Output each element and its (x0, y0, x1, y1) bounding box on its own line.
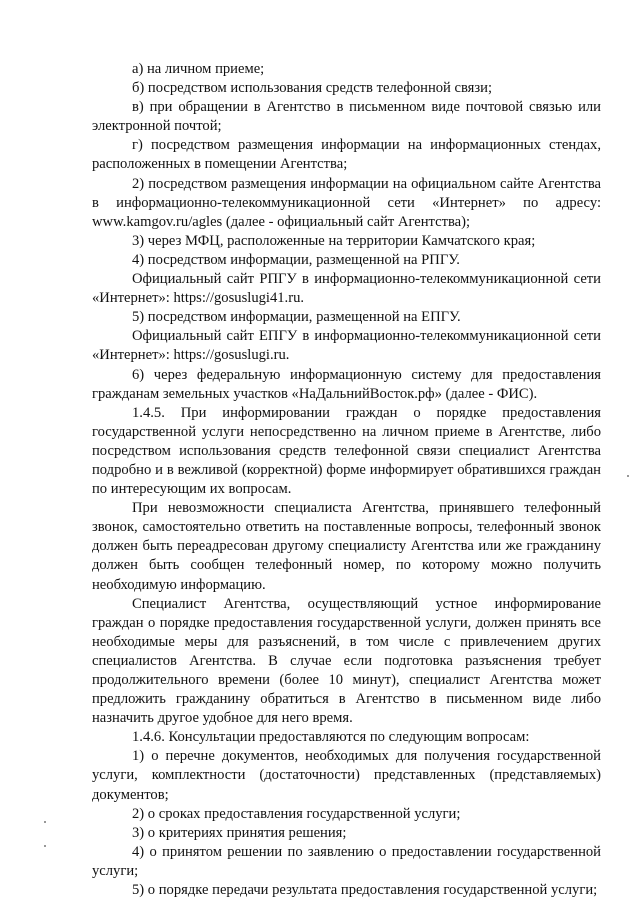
document-body (92, 60, 601, 900)
paragraph-v-written-appeal: в) при обращении в Агентство в письменном виде почтовой связью или электронной почтой; (92, 99, 601, 135)
paragraph-1-4-6: 1.4.6. Консультации предоставляются по следующим вопросам: (132, 729, 530, 746)
paragraph-epgu-site: Официальный сайт ЕПГУ в информационно-телекоммуникационной сети «Интернет»: https://gosuslugi.ru. (92, 328, 601, 364)
paragraph-consult-4: 4) о принятом решении по заявлению о предоставлении государственной услуги; (92, 843, 601, 879)
paragraph-consult-3: 3) о критериях принятия решения; (132, 824, 347, 841)
paragraph-call-redirect: При невозможности специалиста Агентства, принявшего телефонный звонок, самостоятельно ответить на поставленные вопросы, телефонный звонок должен быть переадресован другому специалисту Агентства или же гражданину должен быть сообщен телефонный номер, по которому можно получить необходимую информацию. (92, 500, 601, 593)
scan-speck (627, 475, 629, 477)
paragraph-rpgu-site: Официальный сайт РПГУ в информационно-телекоммуникационной сети «Интернет»: https://gosuslugi41.ru. (92, 271, 601, 307)
scan-speck (44, 845, 46, 847)
scan-speck (44, 821, 46, 823)
paragraph-4-rpgu: 4) посредством информации, размещенной на РПГУ. (132, 251, 460, 268)
paragraph-3-mfc: 3) через МФЦ, расположенные на территории Камчатского края; (132, 232, 536, 249)
paragraph-6-fis: 6) через федеральную информационную систему для предоставления гражданам земельных участков «НаДальнийВосток.рф» (далее - ФИС). (92, 366, 601, 402)
paragraph-consult-2: 2) о сроках предоставления государственной услуги; (132, 805, 461, 822)
paragraph-1-4-5: 1.4.5. При информировании граждан о порядке предоставления государственной услуги непосредственно на личном приеме в Агентстве, либо посредством использования средств телефонной связи специалист Агентства подробно и в вежливой (корректной) форме информирует обратившихся граждан по интересующим их вопросам. (92, 404, 601, 498)
paragraph-specialist-oral-info: Специалист Агентства, осуществляющий устное информирование граждан о порядке предоставления государственной услуги, должен принять все необходимые меры для разъяснений, в том числе с привлечением других специалистов Агентства. В случае если подготовка разъяснения требует продолжительного времени (более 10 минут), специалист Агентства может предложить гражданину обратиться в Агентство в письменном виде либо назначить другое удобное для него время. (92, 595, 601, 727)
paragraph-5-epgu: 5) посредством информации, размещенной на ЕПГУ. (132, 309, 461, 326)
paragraph-consult-5: 5) о порядке передачи результата предоставления государственной услуги; (132, 882, 598, 899)
paragraph-consult-1: 1) о перечне документов, необходимых для получения государственной услуги, комплектности (достаточности) представленных (представляемых) документов; (92, 748, 601, 803)
paragraph-b-telephone: б) посредством использования средств телефонной связи; (132, 80, 493, 97)
paragraph-2-official-site: 2) посредством размещения информации на официальном сайте Агентства в информационно-телекоммуникационной сети «Интернет» по адресу: www.kamgov.ru/agles (далее - официальный сайт Агентства); (92, 175, 601, 230)
paragraph-g-info-stands: г) посредством размещения информации на информационных стендах, расположенных в помещении Агентства; (92, 137, 601, 173)
paragraph-a-personal-reception: а) на личном приеме; (132, 61, 265, 77)
